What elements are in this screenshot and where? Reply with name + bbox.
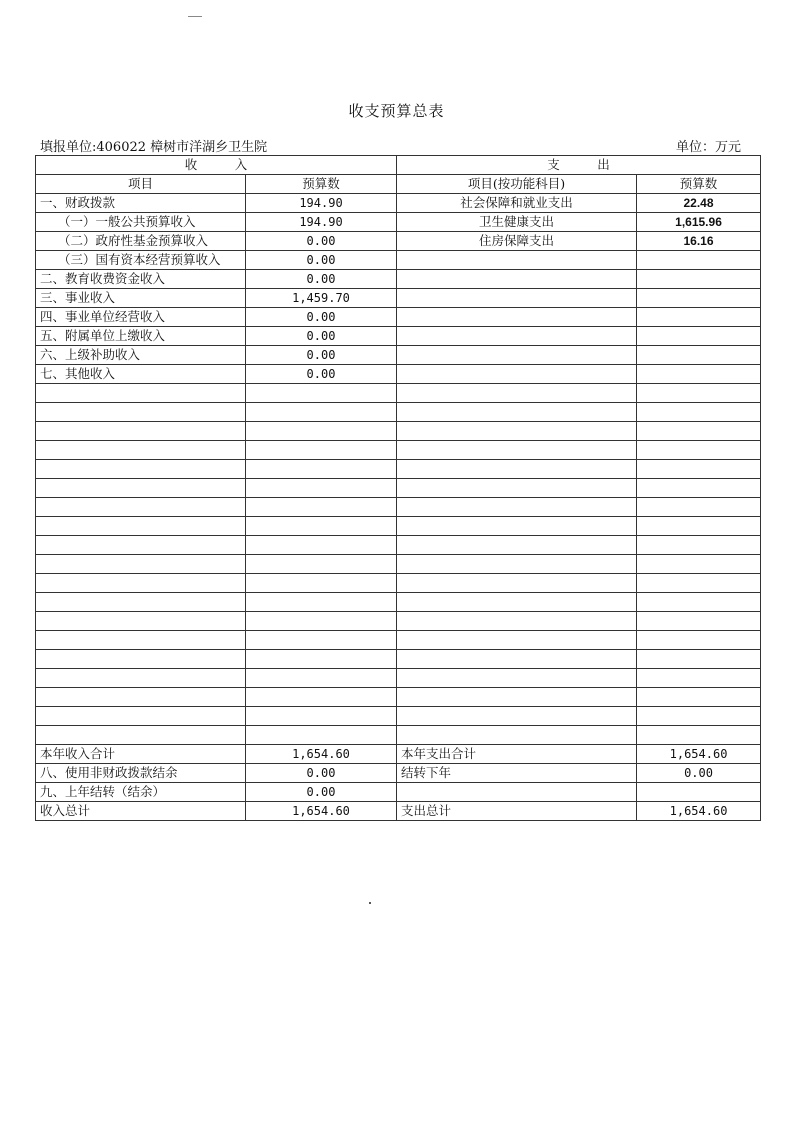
income-amount-cell: 1,459.70	[246, 289, 397, 308]
total-expense-item-cell: 本年支出合计	[397, 745, 637, 764]
total-row	[36, 802, 761, 821]
table-row	[36, 194, 761, 213]
income-item-header: 项目	[36, 175, 246, 194]
blank-row	[36, 403, 761, 422]
expense-amount-cell: 16.16	[637, 232, 761, 251]
blank-cell	[397, 555, 637, 574]
income-amount-cell: 194.90	[246, 213, 397, 232]
blank-cell	[246, 593, 397, 612]
blank-cell	[637, 479, 761, 498]
income-item-cell: 三、事业收入	[36, 289, 246, 308]
total-row	[36, 783, 761, 802]
blank-row	[36, 422, 761, 441]
blank-cell	[36, 631, 246, 650]
blank-cell	[637, 593, 761, 612]
blank-row	[36, 612, 761, 631]
blank-row	[36, 555, 761, 574]
scan-dot	[369, 902, 371, 904]
scan-mark	[188, 16, 202, 17]
blank-cell	[246, 479, 397, 498]
blank-row	[36, 707, 761, 726]
blank-cell	[36, 726, 246, 745]
blank-row	[36, 593, 761, 612]
budget-summary-table	[35, 155, 761, 821]
expense-item-cell	[397, 346, 637, 365]
blank-cell	[637, 631, 761, 650]
expense-amount-cell	[637, 251, 761, 270]
blank-row	[36, 688, 761, 707]
expense-item-cell: 卫生健康支出	[397, 213, 637, 232]
expense-amount-header: 预算数	[637, 175, 761, 194]
blank-cell	[36, 441, 246, 460]
table-row	[36, 327, 761, 346]
income-amount-cell: 0.00	[246, 270, 397, 289]
blank-cell	[637, 650, 761, 669]
blank-cell	[637, 422, 761, 441]
total-income-amount-cell: 1,654.60	[246, 802, 397, 821]
blank-row	[36, 574, 761, 593]
expense-amount-cell	[637, 346, 761, 365]
column-header-row	[36, 175, 761, 194]
expense-amount-cell: 1,615.96	[637, 213, 761, 232]
blank-cell	[246, 422, 397, 441]
expense-item-cell	[397, 289, 637, 308]
blank-cell	[36, 650, 246, 669]
blank-cell	[637, 384, 761, 403]
blank-cell	[246, 536, 397, 555]
total-income-item-cell: 本年收入合计	[36, 745, 246, 764]
blank-cell	[36, 612, 246, 631]
expense-amount-cell	[637, 308, 761, 327]
total-row	[36, 764, 761, 783]
blank-cell	[36, 384, 246, 403]
total-expense-item-cell: 结转下年	[397, 764, 637, 783]
total-income-amount-cell: 0.00	[246, 764, 397, 783]
blank-cell	[637, 707, 761, 726]
table-row	[36, 289, 761, 308]
expense-item-cell	[397, 327, 637, 346]
blank-cell	[637, 403, 761, 422]
income-item-cell: 四、事业单位经营收入	[36, 308, 246, 327]
blank-cell	[397, 441, 637, 460]
blank-cell	[397, 669, 637, 688]
blank-cell	[637, 669, 761, 688]
blank-cell	[397, 726, 637, 745]
group-header-row	[36, 156, 761, 175]
income-item-cell: （三）国有资本经营预算收入	[36, 251, 246, 270]
blank-cell	[36, 498, 246, 517]
income-amount-cell: 0.00	[246, 232, 397, 251]
table-row	[36, 232, 761, 251]
expense-item-cell: 住房保障支出	[397, 232, 637, 251]
blank-cell	[246, 517, 397, 536]
blank-cell	[246, 669, 397, 688]
blank-cell	[397, 498, 637, 517]
income-amount-cell: 0.00	[246, 365, 397, 384]
blank-cell	[246, 688, 397, 707]
blank-cell	[36, 536, 246, 555]
income-item-cell: 二、教育收费资金收入	[36, 270, 246, 289]
blank-cell	[36, 593, 246, 612]
blank-cell	[36, 479, 246, 498]
blank-row	[36, 384, 761, 403]
blank-row	[36, 726, 761, 745]
blank-row	[36, 517, 761, 536]
blank-cell	[397, 517, 637, 536]
blank-row	[36, 536, 761, 555]
expense-amount-cell	[637, 270, 761, 289]
expense-item-cell	[397, 365, 637, 384]
expense-amount-cell	[637, 289, 761, 308]
total-expense-amount-cell: 0.00	[637, 764, 761, 783]
total-income-amount-cell: 0.00	[246, 783, 397, 802]
income-item-cell: （一）一般公共预算收入	[36, 213, 246, 232]
total-expense-amount-cell	[637, 783, 761, 802]
total-income-item-cell: 九、上年结转（结余）	[36, 783, 246, 802]
filler-unit-label: 填报单位:406022 樟树市洋湖乡卫生院	[40, 140, 268, 155]
blank-cell	[36, 574, 246, 593]
expense-item-header: 项目(按功能科目)	[397, 175, 637, 194]
income-amount-cell: 194.90	[246, 194, 397, 213]
blank-cell	[397, 574, 637, 593]
income-amount-cell: 0.00	[246, 346, 397, 365]
blank-cell	[36, 460, 246, 479]
blank-cell	[397, 384, 637, 403]
blank-cell	[637, 536, 761, 555]
table-row	[36, 270, 761, 289]
blank-row	[36, 498, 761, 517]
blank-cell	[36, 422, 246, 441]
blank-cell	[397, 422, 637, 441]
expense-item-cell	[397, 308, 637, 327]
income-item-cell: 七、其他收入	[36, 365, 246, 384]
blank-cell	[36, 688, 246, 707]
page-title: 收支预算总表	[348, 102, 445, 120]
table-row	[36, 346, 761, 365]
blank-cell	[637, 612, 761, 631]
total-expense-item-cell: 支出总计	[397, 802, 637, 821]
table-row	[36, 365, 761, 384]
blank-cell	[637, 726, 761, 745]
blank-row	[36, 631, 761, 650]
blank-row	[36, 669, 761, 688]
income-item-cell: 五、附属单位上缴收入	[36, 327, 246, 346]
expense-amount-cell	[637, 327, 761, 346]
expense-amount-cell: 22.48	[637, 194, 761, 213]
blank-cell	[246, 555, 397, 574]
blank-cell	[246, 726, 397, 745]
blank-cell	[36, 403, 246, 422]
total-income-item-cell: 收入总计	[36, 802, 246, 821]
blank-row	[36, 479, 761, 498]
blank-cell	[397, 707, 637, 726]
blank-cell	[36, 517, 246, 536]
blank-cell	[246, 460, 397, 479]
blank-cell	[246, 574, 397, 593]
income-amount-cell: 0.00	[246, 251, 397, 270]
income-item-cell: 一、财政拨款	[36, 194, 246, 213]
blank-cell	[637, 555, 761, 574]
expense-item-cell: 社会保障和就业支出	[397, 194, 637, 213]
blank-cell	[246, 384, 397, 403]
expense-item-cell	[397, 270, 637, 289]
blank-cell	[637, 517, 761, 536]
blank-row	[36, 460, 761, 479]
blank-cell	[397, 403, 637, 422]
blank-cell	[246, 650, 397, 669]
blank-cell	[397, 593, 637, 612]
expense-amount-cell	[637, 365, 761, 384]
total-expense-amount-cell: 1,654.60	[637, 802, 761, 821]
blank-cell	[246, 631, 397, 650]
blank-row	[36, 441, 761, 460]
blank-cell	[246, 707, 397, 726]
blank-cell	[36, 555, 246, 574]
table-row	[36, 308, 761, 327]
blank-cell	[246, 498, 397, 517]
expense-item-cell	[397, 251, 637, 270]
total-income-item-cell: 八、使用非财政拨款结余	[36, 764, 246, 783]
blank-row	[36, 650, 761, 669]
blank-cell	[397, 650, 637, 669]
expense-group-header: 支 出	[397, 156, 761, 175]
blank-cell	[246, 441, 397, 460]
blank-cell	[397, 631, 637, 650]
blank-cell	[637, 574, 761, 593]
blank-cell	[246, 403, 397, 422]
income-amount-cell: 0.00	[246, 327, 397, 346]
total-expense-amount-cell: 1,654.60	[637, 745, 761, 764]
table-row	[36, 213, 761, 232]
total-expense-item-cell	[397, 783, 637, 802]
income-group-header: 收 入	[36, 156, 397, 175]
income-item-cell: （二）政府性基金预算收入	[36, 232, 246, 251]
blank-cell	[397, 688, 637, 707]
blank-cell	[637, 441, 761, 460]
income-amount-cell: 0.00	[246, 308, 397, 327]
income-amount-header: 预算数	[246, 175, 397, 194]
blank-cell	[36, 669, 246, 688]
blank-cell	[397, 460, 637, 479]
blank-cell	[246, 612, 397, 631]
blank-cell	[637, 460, 761, 479]
total-row	[36, 745, 761, 764]
blank-cell	[637, 688, 761, 707]
blank-cell	[637, 498, 761, 517]
blank-cell	[397, 536, 637, 555]
blank-cell	[397, 479, 637, 498]
blank-cell	[36, 707, 246, 726]
total-income-amount-cell: 1,654.60	[246, 745, 397, 764]
income-item-cell: 六、上级补助收入	[36, 346, 246, 365]
currency-unit-label: 单位：万元	[676, 140, 742, 155]
blank-cell	[397, 612, 637, 631]
table-row	[36, 251, 761, 270]
